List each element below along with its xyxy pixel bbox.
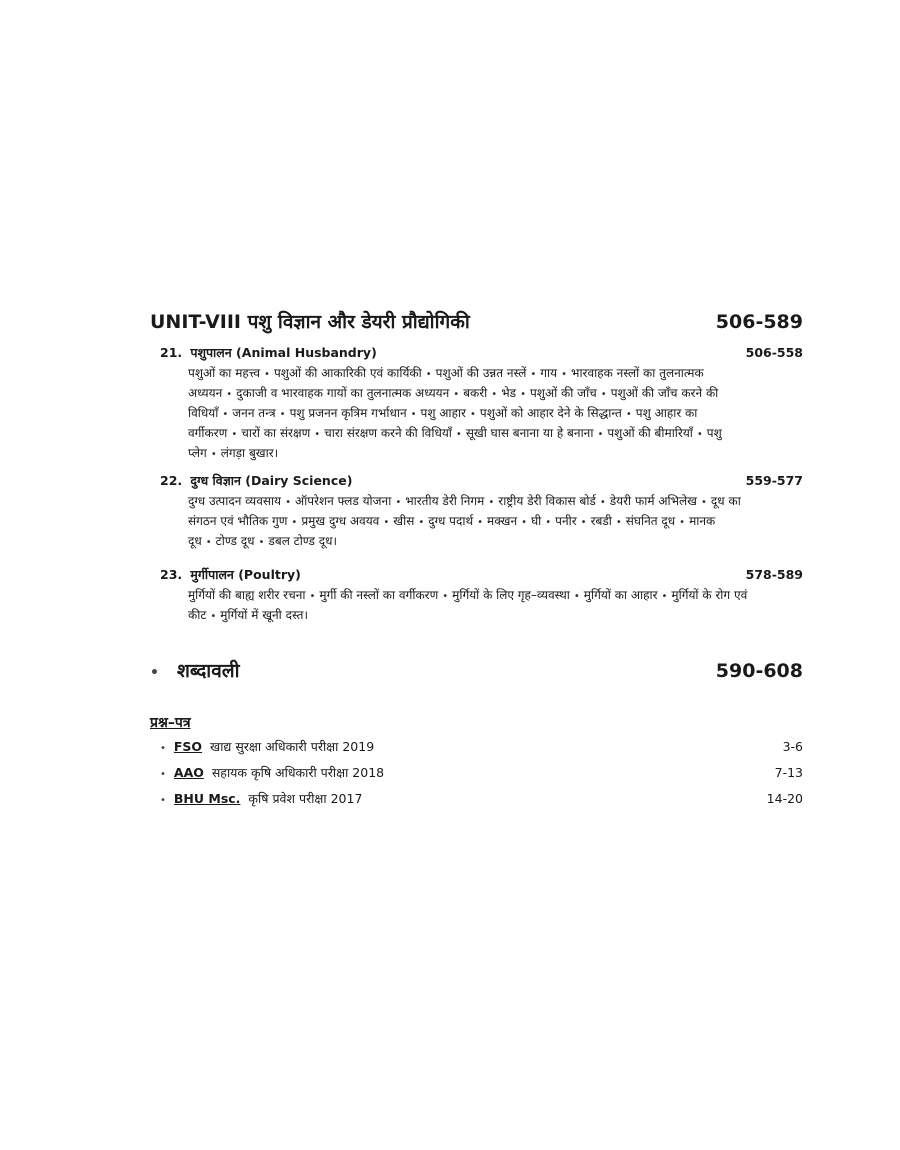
paper-name: सहायक कृषि अधिकारी परीक्षा 2018 [211, 765, 385, 780]
bullet-icon: • [455, 429, 462, 440]
topic-item: दुकाजी व भारवाहक गायों का तुलनात्मक अध्ययन [236, 386, 450, 400]
chapter-title: दुग्ध विज्ञान (Dairy Science) [190, 473, 353, 488]
bullet-icon: • [264, 369, 270, 380]
paper-page-range: 14-20 [766, 791, 803, 806]
topic-item: रबडी [590, 514, 612, 528]
topic-item: पशुओं की आकारिकी एवं कार्यिकी [273, 366, 422, 380]
topic-item: पशु आहार [420, 406, 466, 420]
topic-item: मुर्गियों का आहार [583, 588, 658, 602]
bullet-icon: • [150, 665, 159, 681]
bullet-icon: • [600, 389, 607, 400]
bullet-icon: • [530, 369, 537, 380]
bullet-icon: • [580, 517, 587, 528]
topic-item: राष्ट्रीय डेरी विकास बोर्ड [498, 494, 596, 508]
topic-item: पशुओं की जाँच करने की विधियाँ [188, 386, 719, 420]
chapter-number: 21. [160, 345, 183, 360]
chapter-heading [160, 566, 803, 583]
chapter-number: 23. [160, 567, 183, 582]
paper-abbr: FSO [173, 739, 203, 754]
topic-item: पशुओं की उन्नत नस्लें [435, 366, 527, 380]
bullet-icon: • [285, 497, 291, 508]
paper-name: खाद्य सुरक्षा अधिकारी परीक्षा 2019 [210, 739, 375, 754]
topic-item: पशु प्लेग [188, 426, 722, 460]
bullet-icon: • [425, 369, 432, 380]
papers-title: प्रश्न–पत्र [150, 715, 191, 731]
bullet-icon: • [395, 497, 402, 508]
bullet-icon: • [520, 389, 526, 400]
topic-item: भारवाहक नस्लों का तुलनात्मक अध्ययन [188, 366, 704, 400]
topic-item: पशुओं की बीमारियाँ [607, 426, 693, 440]
chapter-page-range: 578-589 [745, 567, 803, 582]
topic-item: लंगड़ा बुखार। [220, 446, 279, 460]
topic-item: डबल टोण्ड दूध। [268, 534, 338, 548]
topic-item: मुर्गियों की बाह्य शरीर रचना [188, 588, 306, 602]
bullet-icon: • [469, 409, 476, 420]
bullet-icon: • [701, 497, 707, 508]
topic-item: चारों का संरक्षण [241, 426, 311, 440]
bullet-icon: • [314, 429, 321, 440]
paper-row [160, 738, 803, 755]
chapter-topics [188, 586, 760, 626]
topic-item: जनन तन्त्र [232, 406, 276, 420]
topic-item: घी [531, 514, 542, 528]
bullet-icon: • [418, 517, 425, 528]
bullet-icon: • [597, 429, 604, 440]
paper-abbr: BHU Msc. [173, 791, 241, 806]
bullet-icon: • [679, 517, 686, 528]
paper-page-range: 7-13 [774, 765, 803, 780]
unit-heading [150, 308, 803, 338]
topic-item: मुर्गियों में खूनी दस्त। [220, 608, 309, 622]
topic-item: मानक दूध [188, 514, 716, 548]
topic-item: चारा संरक्षण करने की विधियाँ [324, 426, 452, 440]
glossary-heading [150, 657, 803, 683]
bullet-icon: • [231, 429, 238, 440]
bullet-icon: • [291, 517, 298, 528]
bullet-icon: • [226, 389, 233, 400]
bullet-icon: • [661, 591, 668, 602]
bullet-icon: • [383, 517, 390, 528]
chapter-topics [188, 364, 760, 464]
topic-item: गाय [540, 366, 558, 380]
topic-item: दूध का संगठन एवं भौतिक गुण [188, 494, 741, 528]
bullet-icon: • [442, 591, 449, 602]
chapter-title: पशुपालन (Animal Husbandry) [190, 345, 377, 360]
topic-item: संघनित दूध [625, 514, 676, 528]
topic-item: दुग्ध पदार्थ [428, 514, 474, 528]
bullet-icon: • [545, 517, 552, 528]
topic-item: पशु प्रजनन कृत्रिम गर्भाधान [289, 406, 407, 420]
topic-item: दुग्ध उत्पादन व्यवसाय [188, 494, 282, 508]
topic-item: मुर्गियों के रोग एवं कीट [188, 588, 748, 622]
bullet-icon: • [210, 449, 217, 460]
bullet-icon: • [521, 517, 528, 528]
bullet-icon: • [488, 497, 495, 508]
bullet-icon: • [453, 389, 460, 400]
bullet-icon: • [625, 409, 632, 420]
bullet-icon: • [696, 429, 703, 440]
topic-item: प्रमुख दुग्ध अवयव [301, 514, 380, 528]
glossary-page-range: 590-608 [715, 660, 803, 682]
topic-item: मुर्गियों के लिए गृह–व्यवस्था [452, 588, 570, 602]
bullet-icon: • [279, 409, 286, 420]
bullet-icon: • [615, 517, 622, 528]
bullet-icon: • [222, 409, 229, 420]
paper-page-range: 3-6 [782, 739, 803, 754]
chapter-topics [188, 492, 760, 552]
chapter-title: मुर्गीपालन (Poultry) [190, 567, 301, 582]
bullet-icon: • [210, 611, 217, 622]
topic-item: पशुओं की जाँच [529, 386, 597, 400]
chapter-heading [160, 344, 803, 361]
bullet-icon: • [410, 409, 417, 420]
paper-row [160, 764, 803, 781]
glossary-title: शब्दावली [176, 660, 240, 682]
bullet-icon: • [205, 537, 212, 548]
paper-abbr: AAO [173, 765, 204, 780]
topic-item: पशुओं को आहार देने के सिद्धान्त [479, 406, 622, 420]
bullet-icon: • [160, 769, 166, 780]
chapter-number: 22. [160, 473, 183, 488]
topic-item: डेयरी फार्म अभिलेख [609, 494, 697, 508]
topic-item: मक्खन [487, 514, 518, 528]
unit-page-range: 506-589 [715, 311, 803, 333]
topic-item: पशुओं का महत्त्व [188, 366, 261, 380]
bullet-icon: • [258, 537, 265, 548]
unit-title: UNIT-VIII पशु विज्ञान और डेयरी प्रौद्योगिकी [150, 311, 470, 333]
topic-item: भारतीय डेरी निगम [405, 494, 485, 508]
paper-name: कृषि प्रवेश परीक्षा 2017 [248, 791, 363, 806]
paper-row [160, 790, 803, 807]
bullet-icon: • [309, 591, 316, 602]
bullet-icon: • [160, 743, 166, 754]
bullet-icon: • [491, 389, 498, 400]
chapter-page-range: 559-577 [745, 473, 803, 488]
bullet-icon: • [573, 591, 580, 602]
bullet-icon: • [160, 795, 166, 806]
topic-item: खीस [393, 514, 415, 528]
chapter-page-range: 506-558 [745, 345, 803, 360]
topic-item: पनीर [555, 514, 577, 528]
topic-item: बकरी [463, 386, 488, 400]
topic-item: टोण्ड दूध [215, 534, 255, 548]
chapter-heading [160, 472, 803, 489]
bullet-icon: • [477, 517, 484, 528]
bullet-icon: • [561, 369, 568, 380]
topic-item: ऑपरेशन फ्लड योजना [295, 494, 392, 508]
topic-item: सूखी घास बनाना या हे बनाना [465, 426, 594, 440]
topic-item: पशु आहार का वर्गीकरण [188, 406, 698, 440]
bullet-icon: • [599, 497, 606, 508]
topic-item: मुर्गी की नस्लों का वर्गीकरण [319, 588, 439, 602]
topic-item: भेड [501, 386, 517, 400]
